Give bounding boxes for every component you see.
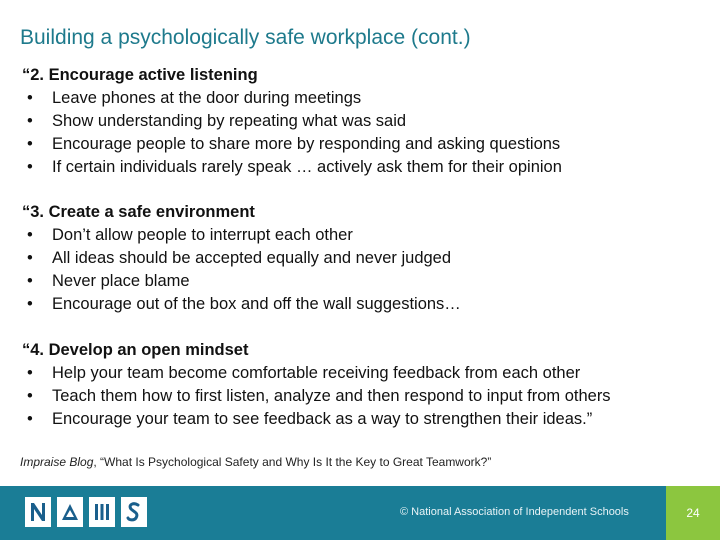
list-item bbox=[22, 224, 461, 247]
bullet-text: Don’t allow people to interrupt each other bbox=[52, 226, 353, 244]
organization-copyright: © National Association of Independent Schools bbox=[400, 506, 629, 518]
list-item bbox=[22, 156, 562, 179]
n-letter-icon bbox=[25, 497, 51, 527]
citation-source: Impraise Blog bbox=[20, 455, 94, 469]
bullet-marker: • bbox=[27, 410, 33, 428]
bullet-text: Never place blame bbox=[52, 272, 190, 290]
bullet-marker: • bbox=[27, 272, 33, 290]
bullet-text: Encourage your team to see feedback as a way to strengthen their ideas.” bbox=[52, 410, 593, 428]
columns-icon bbox=[89, 497, 115, 527]
list-item bbox=[22, 293, 461, 316]
list-item bbox=[22, 87, 562, 110]
bullet-marker: • bbox=[27, 295, 33, 313]
bullet-text: Help your team become comfortable receiving feedback from each other bbox=[52, 364, 581, 382]
list-item bbox=[22, 362, 611, 385]
section-heading: “4. Develop an open mindset bbox=[22, 341, 249, 359]
citation bbox=[20, 455, 491, 469]
bullet-text: Encourage people to share more by responding and asking questions bbox=[52, 135, 561, 153]
s-swirl-icon bbox=[121, 497, 147, 527]
list-item bbox=[22, 110, 562, 133]
bullet-marker: • bbox=[27, 364, 33, 382]
list-item bbox=[22, 247, 461, 270]
bullet-marker: • bbox=[27, 226, 33, 244]
bullet-text: Teach them how to first listen, analyze and then respond to input from others bbox=[52, 387, 611, 405]
slide-title: Building a psychologically safe workplace (cont.) bbox=[20, 26, 471, 49]
section-heading: “3. Create a safe environment bbox=[22, 203, 255, 221]
nais-logo bbox=[25, 497, 147, 527]
footer-bar bbox=[0, 486, 720, 540]
bullet-marker: • bbox=[27, 158, 33, 176]
page-number: 24 bbox=[666, 486, 720, 540]
citation-title: , “What Is Psychological Safety and Why Is It the Key to Great Teamwork?” bbox=[93, 455, 492, 469]
list-item bbox=[22, 133, 562, 156]
section-safe-environment bbox=[22, 201, 461, 316]
bullet-marker: • bbox=[27, 387, 33, 405]
list-item bbox=[22, 385, 611, 408]
section-active-listening bbox=[22, 64, 562, 179]
list-item bbox=[22, 270, 461, 293]
bullet-marker: • bbox=[27, 89, 33, 107]
bullet-text: All ideas should be accepted equally and never judged bbox=[52, 249, 452, 267]
section-open-mindset bbox=[22, 339, 611, 431]
bullet-text: If certain individuals rarely speak … actively ask them for their opinion bbox=[52, 158, 562, 176]
bullet-text: Encourage out of the box and off the wall suggestions… bbox=[52, 295, 461, 313]
bullet-marker: • bbox=[27, 135, 33, 153]
bullet-text: Show understanding by repeating what was said bbox=[52, 112, 407, 130]
bullet-text: Leave phones at the door during meetings bbox=[52, 89, 362, 107]
bullet-marker: • bbox=[27, 112, 33, 130]
list-item bbox=[22, 408, 611, 431]
triangle-icon bbox=[57, 497, 83, 527]
bullet-marker: • bbox=[27, 249, 33, 267]
section-heading: “2. Encourage active listening bbox=[22, 66, 258, 84]
